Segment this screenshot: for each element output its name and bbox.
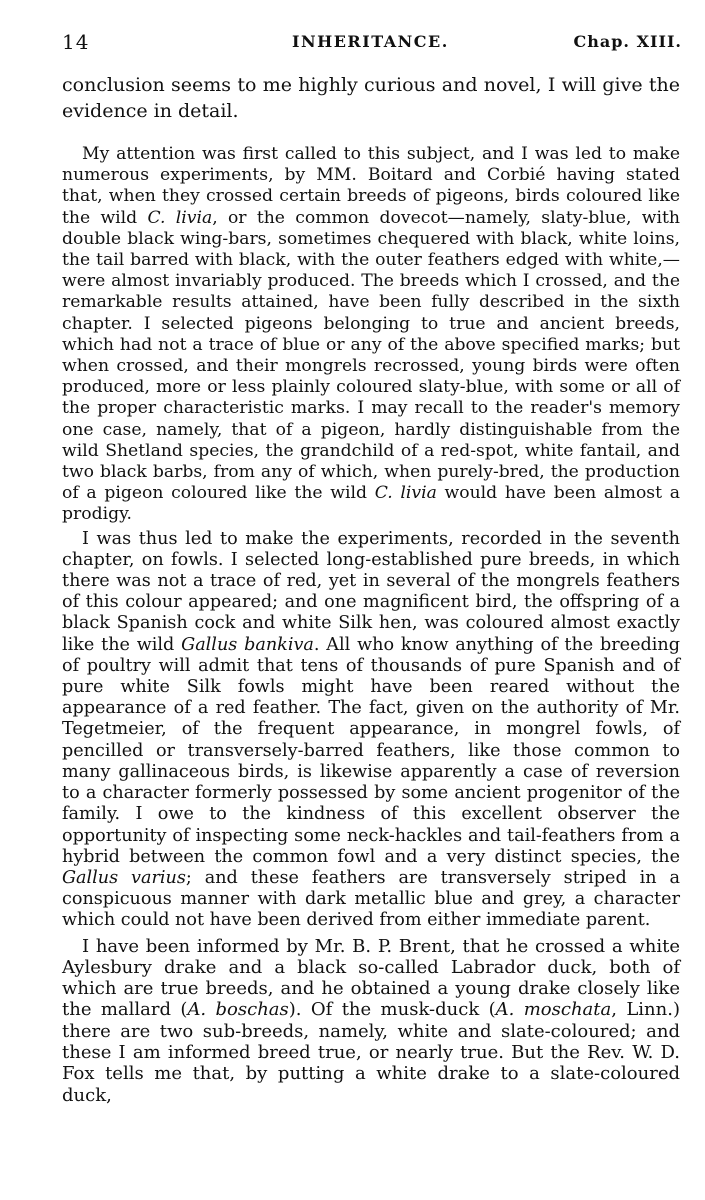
page-number: 14 [62, 30, 90, 54]
paragraph-text: , or the common dovecot—namely, slaty-blue, with double black wing-bars, sometimes chequered with black, white loins, the tail barred with black, with the outer feathers edged with white,—were almost invariably produced. The breeds which I crossed, and the remarkable results attained, have been fully described in the sixth chapter. I selected pigeons belonging to true and ancient breeds, which had not a trace of blue or any of the above specified marks; but when crossed, and their mongrels recrossed, young birds were often produced, more or less plainly coloured slaty-blue, with some or all of the proper characteristic marks. I may recall to the reader's memory one case, namely, that of a pigeon, hardly distinguishable from the wild Shetland species, the grandchild of a red-spot, white fantail, and two black barbs, from any of which, when purely-bred, the production of a pigeon coloured like the wild [62, 207, 680, 504]
paragraph-text: I was thus led to make the experiments, recorded in the seventh chapter, on fowls. I selected long-established pure breeds, in which there was not a trace of red, yet in several of the mongrels feathers of this colour appeared; and one magnificent bird, the offspring of a black Spanish cock and white Silk hen, was coloured almost exactly like the wild [62, 528, 680, 655]
species-name: C. livia [147, 207, 213, 228]
paragraph-fowls [62, 529, 680, 932]
page-header [62, 30, 682, 54]
paragraph-text: I have been informed by Mr. B. P. Brent, that he crossed a white Aylesbury drake and a black so-called Labrador duck, both of which are true breeds, and he obtained a young drake closely like the mallard ( [62, 935, 680, 1021]
species-name: Gallus varius [62, 867, 186, 888]
paragraph-text: ). Of the musk-duck ( [288, 999, 496, 1021]
species-name: A. boschas [187, 999, 289, 1021]
paragraph-text: conclusion seems to me highly curious and novel, I will give the evidence in detail. [62, 74, 680, 122]
paragraph-continuation [62, 72, 680, 124]
paragraph-text: . All who know anything of the breeding of poultry will admit that tens of thousands of pure Spanish and of pure white Silk fowls might have been reared without the appearance of a red feather. The fact, given on the authority of Mr. Tegetmeier, of the frequent appearance, in mongrel fowls, of pencilled or transversely-barred feathers, like those common to many gallinaceous birds, is likewise apparently a case of reversion to a character formerly possessed by some ancient progenitor of the family. I owe to the kindness of this excellent observer the opportunity of inspecting some neck-hackles and tail-feathers from a hybrid between the common fowl and a very distinct species, the [62, 634, 680, 867]
paragraph-text: would have been almost a prodigy. [62, 483, 680, 525]
paragraph-text: ; and these feathers are transversely striped in a conspicuous manner with dark metallic blue and grey, a character which could not have been derived from either immediate parent. [62, 867, 680, 931]
chapter-label: Chap. XIII. [573, 32, 682, 51]
paragraph-pigeons [62, 144, 680, 526]
body-text [62, 72, 680, 1106]
paragraph-ducks [62, 936, 680, 1106]
paragraph-text: , Linn.) there are two sub-breeds, namely, white and slate-coloured; and these I am informed breed true, or nearly true. But the Rev. W. D. Fox tells me that, by putting a white drake to a slate-coloured duck, [62, 999, 680, 1106]
species-name: C. livia [374, 483, 437, 504]
species-name: Gallus bankiva [181, 634, 314, 655]
running-title: INHERITANCE. [292, 32, 449, 51]
paragraph-text: My attention was first called to this subject, and I was led to make numerous experiments, by MM. Boitard and Corbié having stated that, when they crossed certain breeds of pigeons, birds coloured like the wild [62, 144, 680, 228]
species-name: A. moschata [495, 999, 612, 1021]
